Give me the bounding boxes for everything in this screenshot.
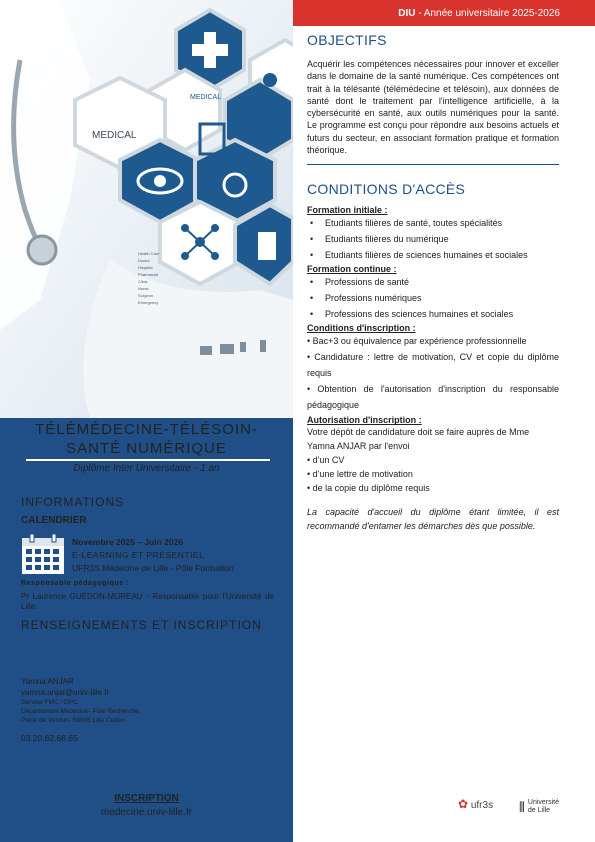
svg-text:Health Care: Health Care [138, 251, 160, 256]
svg-text:Pharmacist: Pharmacist [138, 272, 159, 277]
contact-phone: 03.20.62.68.65 [21, 733, 78, 743]
list-item: • d'une lettre de motivation [307, 469, 413, 480]
inscription-link[interactable]: medecine.univ-lille.fr [100, 807, 193, 818]
renseignements-heading: RENSEIGNEMENTS ET INSCRIPTION [21, 618, 262, 632]
objectifs-text: Acquérir les compétences nécessaires pour innover et exceller dans le domaine de la santé numérique. Ces compétences ont trait à la télésanté (télémédecine et télésoin), aux données de santé dont le traitement par l'intelligence artificielle, à la cybersécurité en santé, aux outils numériques pour la santé. Le programme est conçu pour répondre aux besoins actuels et futurs du secteur, en associant formation pratique et formation théorique. [307, 59, 559, 156]
svg-text:Hospital: Hospital [138, 265, 153, 270]
right-column [307, 32, 559, 533]
list-item: • Professions de santé [307, 274, 559, 290]
ufr3s-logo: ✿ ufr3s [458, 797, 494, 811]
calendar-icon [21, 533, 65, 575]
list-item: • Obtention de l'autorisation d'inscription du responsable pédagogique [307, 384, 559, 411]
formation-continue-heading: Formation continue : [307, 264, 397, 275]
formation-initiale-list [307, 215, 559, 263]
svg-text:MEDICAL: MEDICAL [190, 94, 222, 101]
informations-heading: INFORMATIONS [21, 495, 125, 509]
header-bar [293, 0, 595, 26]
autorisation-heading: Autorisation d'inscription : [307, 415, 422, 426]
objectifs-heading: OBJECTIFS [307, 32, 387, 48]
svg-text:Emergency: Emergency [138, 300, 159, 305]
svg-text:Doctor: Doctor [138, 258, 150, 263]
program-title: TÉLÉMÉDECINE-TÉLÉSOIN- SANTÉ NUMÉRIQUE [35, 421, 258, 457]
calendar-heading: CALENDRIER [21, 515, 87, 526]
medical-hexagon-illustration [0, 0, 293, 418]
list-item: • Bac+3 ou équivalence par expérience professionnelle [307, 336, 527, 347]
list-item: • d'un CV [307, 455, 345, 466]
calendar-place: UFR3S Médecine de Lille - Pôle Formation [72, 563, 234, 573]
conditions-heading: CONDITIONS D'ACCÈS [307, 181, 466, 198]
header-prefix: DIU [398, 8, 416, 19]
left-column [0, 0, 293, 842]
responsable-text: Pr Laurence GUÉDON-MOREAU - Responsable pour l'Université de Lille. [21, 592, 274, 611]
svg-text:Clinic: Clinic [138, 279, 148, 284]
hero-image [0, 0, 293, 418]
formation-continue-list [307, 274, 559, 322]
program-subtitle: Diplôme Inter Universitaire - 1 an [73, 463, 220, 474]
capacity-note: La capacité d'accueil du diplôme étant limitée, il est recommandé d'entamer les démarches dès que possible. [307, 507, 559, 532]
svg-text:Surgeon: Surgeon [138, 293, 154, 298]
list-item: • Etudiants filières de sciences humaines et sociales [307, 247, 559, 263]
list-item: • Professions des sciences humaines et sociales [307, 306, 559, 322]
contact-email[interactable]: yamna.anjar@univ-lille.fr [21, 688, 110, 697]
svg-text:MEDICAL: MEDICAL [92, 130, 137, 141]
ufr3s-logo-mark-icon: ✿ [458, 797, 469, 811]
conditions-inscription-heading: Conditions d'inscription : [307, 323, 416, 334]
responsable-heading: Responsable pédagogique : [21, 580, 130, 587]
formation-initiale-heading: Formation initiale : [307, 205, 388, 216]
svg-text:Nurse: Nurse [138, 286, 149, 291]
calendar-dates: Novembre 2025 – Juin 2026 [72, 537, 184, 547]
contact-service: Service FMC / DPC [21, 699, 78, 706]
inscription-heading: INSCRIPTION [114, 793, 179, 804]
university-logo-icon: ⫴ [519, 799, 525, 815]
contact-name: Yamna ANJAR [21, 677, 74, 686]
contact-block [21, 676, 139, 744]
list-item: • Etudiants filières de santé, toutes spécialités [307, 215, 559, 231]
contact-address: Place de Verdun- 59045 Lille Cedex [21, 717, 125, 724]
header-year: - Année universitaire 2025-2026 [415, 8, 560, 19]
list-item: • Professions numériques [307, 290, 559, 306]
contact-department: Département Médecine- Pôle Recherche [21, 708, 139, 715]
title-divider [26, 459, 270, 461]
universite-de-lille-logo: ⫴ Université de Lille [519, 799, 560, 815]
calendar-mode: E-LEARNING ET PRÉSENTIEL [72, 550, 205, 560]
autorisation-text: Votre dépôt de candidature doit se faire auprès de Mme Yamna ANJAR par l'envoi [307, 427, 530, 452]
list-item: • Etudiants filières du numérique [307, 231, 559, 247]
list-item: • de la copie du diplôme requis [307, 483, 430, 494]
section-divider [307, 164, 559, 165]
list-item: • Candidature : lettre de motivation, CV et copie du diplôme requis [307, 352, 559, 379]
